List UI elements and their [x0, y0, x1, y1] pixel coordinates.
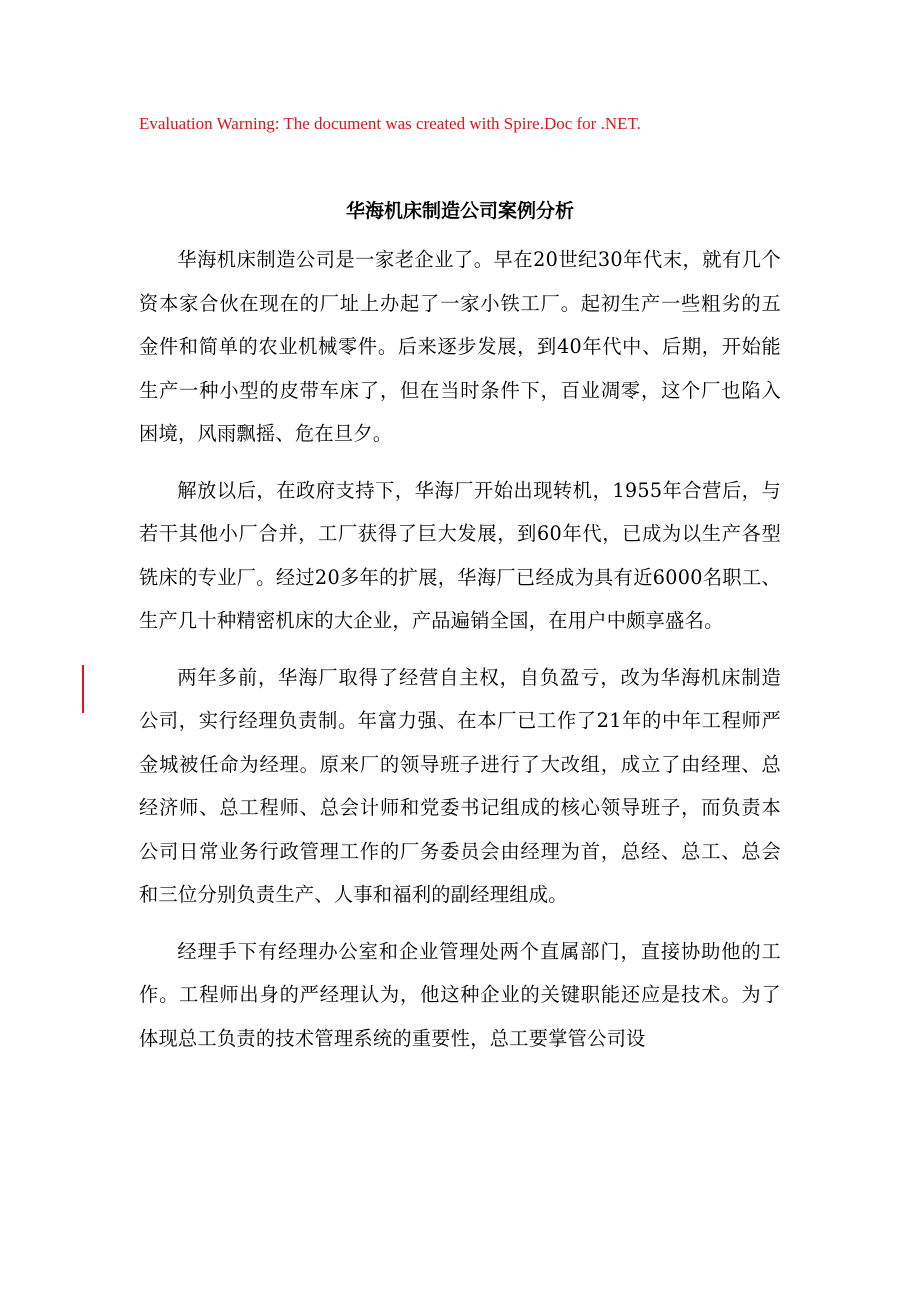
document-title: 华海机床制造公司案例分析	[345, 200, 574, 222]
evaluation-warning: Evaluation Warning: The document was created with Spire.Doc for .NET.	[139, 114, 641, 133]
document-body	[139, 238, 781, 1073]
paragraph-4: 经理手下有经理办公室和企业管理处两个直属部门，直接协助他的工作。工程师出身的严经理认为，他这种企业的关键职能还应是技术。为了体现总工负责的技术管理系统的重要性，总工要掌管公司设	[139, 939, 781, 1050]
paragraph-1: 华海机床制造公司是一家老企业了。早在20世纪30年代末，就有几个资本家合伙在现在的厂址上办起了一家小铁工厂。起初生产一些粗劣的五金件和简单的农业机械零件。后来逐步发展，到40年代中、后期，开始能生产一种小型的皮带车床了，但在当时条件下，百业凋零，这个厂也陷入困境，风雨飘摇、危在旦夕。	[139, 248, 781, 445]
paragraph-3: 两年多前，华海厂取得了经营自主权，自负盈亏，改为华海机床制造公司，实行经理负责制。年富力强、在本厂已工作了21年的中年工程师严金城被任命为经理。原来厂的领导班子进行了大改组，成立了由经理、总经济师、总工程师、总会计师和党委书记组成的核心领导班子，而负责本公司日常业务行政管理工作的厂务委员会由经理为首，总经、总工、总会和三位分别负责生产、人事和福利的副经理组成。	[139, 665, 781, 906]
revision-change-bar	[82, 665, 84, 713]
paragraph-2: 解放以后，在政府支持下，华海厂开始出现转机，1955年合营后，与若干其他小厂合并，工厂获得了巨大发展，到60年代，已成为以生产各型铣床的专业厂。经过20多年的扩展，华海厂已经成为具有近6000名职工、生产几十种精密机床的大企业，产品遍销全国，在用户中颇享盛名。	[139, 478, 781, 632]
